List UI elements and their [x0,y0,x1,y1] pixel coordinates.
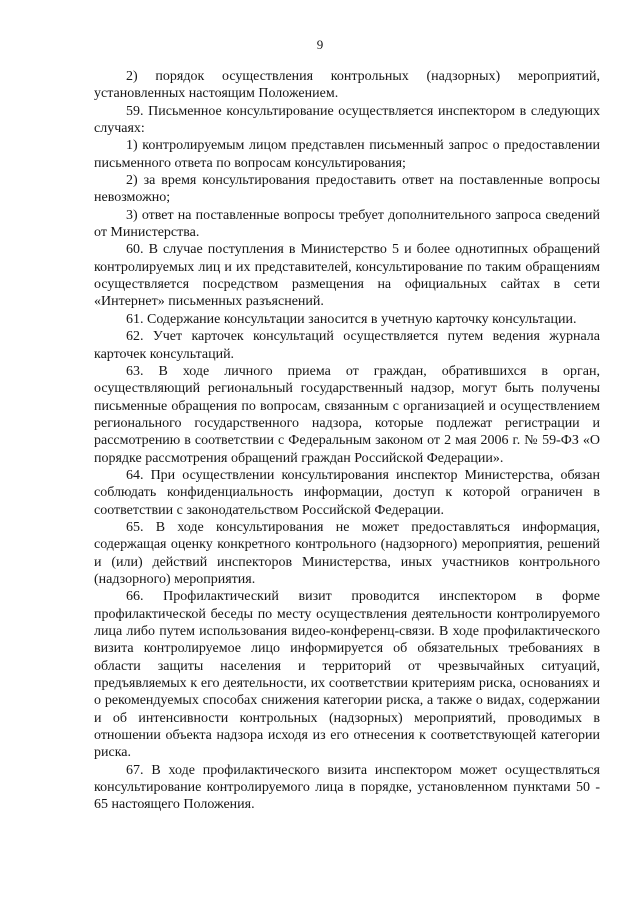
paragraph-63: 63. В ходе личного приема от граждан, обратившихся в орган, осуществляющий региональный государственный надзор, могут быть получены письменные обращения по вопросам, связанным с организацией и осуществлением регионального государственного надзора, которые подлежат регистрации и рассмотрению в соответствии с Федеральным законом от 2 мая 2006 г. № 59-ФЗ «О порядке рассмотрения обращений граждан Российской Федерации». [94,363,600,466]
paragraph-59-item-2: 2) за время консультирования предоставить ответ на поставленные вопросы невозможно; [94,173,600,206]
paragraph-66: 66. Профилактический визит проводится инспектором в форме профилактической беседы по месту осуществления деятельности контролируемого лица либо путем использования видео-конференц-связи. В ходе профилактического визита контролируемое лицо информируется об обязательных требованиях в области защиты населения и территорий от чрезвычайных ситуаций, предъявляемых к его деятельности, их соответствии критериям риска, основаниях и о рекомендуемых способах снижения категории риска, а также о видах, содержании и об интенсивности контрольных (надзорных) мероприятий, проводимых в отношении объекта надзора исходя из его отнесения к соответствующей категории риска. [94,589,600,761]
page-number: 9 [316,37,324,52]
paragraph-61: 61. Содержание консультации заносится в учетную карточку консультации. [126,311,577,327]
paragraph-60: 60. В случае поступления в Министерство 5 и более однотипных обращений контролируемых лиц и их представителей, консультирование по таким обращениям осуществляется посредством размещения на официальных сайтах в сети «Интернет» письменных разъяснений. [94,242,600,310]
paragraph-59: 59. Письменное консультирование осуществляется инспектором в следующих случаях: [94,103,600,137]
paragraph-65: 65. В ходе консультирования не может предоставляться информация, содержащая оценку конкретного контрольного (надзорного) мероприятия, решений и (или) действий инспекторов Министерства, иных участников контрольного (надзорного) мероприятия. [94,519,600,587]
paragraph-59-item-3: 3) ответ на поставленные вопросы требует дополнительного запроса сведений от Министерства. [94,207,600,241]
paragraph-item-2-procedure: 2) порядок осуществления контрольных (надзорных) мероприятий, установленных настоящим Положением. [94,69,600,102]
paragraph-62: 62. Учет карточек консультаций осуществляется путем ведения журнала карточек консультаций. [94,329,600,362]
paragraph-67: 67. В ходе профилактического визита инспектором может осуществляться консультирование контролируемого лица в порядке, установленном пунктами 50 - 65 настоящего Положения. [94,762,600,813]
paragraph-59-item-1: 1) контролируемым лицом представлен письменный запрос о предоставлении письменного ответа по вопросам консультирования; [94,138,600,171]
document-body [94,68,600,814]
paragraph-64: 64. При осуществлении консультирования инспектор Министерства, обязан соблюдать конфиденциальность информации, доступ к которой ограничен в соответствии с законодательством Российской Федерации. [94,467,600,518]
